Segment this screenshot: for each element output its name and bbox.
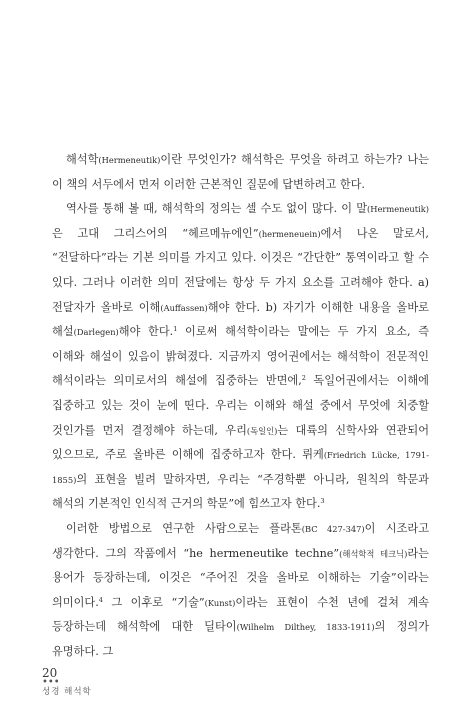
parenthetical-term: (Darlegen) <box>73 327 119 338</box>
text-run: 이로써 해석학이라는 말에는 두 가지 요소, 즉 이해와 해설이 있음이 밝혀졌다. 지금까지 영어권에서는 해석학이 전문적인 해석이라는 의미로서의 해설에 집중하는 반면에, <box>52 325 429 388</box>
text-run: 해석학 <box>66 153 99 166</box>
parenthetical-term: (해석학적 테크닉) <box>339 548 408 559</box>
text-run: 이라는 표현이 수천 년에 걸쳐 계속 등장하는데 해석학에 대한 딜타이 <box>52 595 429 634</box>
footnote-marker: 2 <box>301 374 306 383</box>
text-run: 해야 한다. b) 자기가 이해한 내용을 올바로 해설 <box>52 300 429 339</box>
paragraph-3 <box>52 517 429 665</box>
footnote-marker: 3 <box>320 497 325 506</box>
text-run: 해야 한다. <box>118 325 174 339</box>
footnote-marker: 1 <box>173 325 178 334</box>
text-run: 이 시조라고 생각한다. 그의 작품에서 “he hermeneutike techne” <box>52 521 430 560</box>
footer-ornament: ••• <box>42 677 60 688</box>
running-title: 성경 해석학 <box>42 687 92 697</box>
text-run: 이란 무엇인가? 해석학은 무엇을 하려고 하는가? 나는 이 책의 서두에서 먼저 이러한 근본적인 질문에 답변하려고 한다. <box>52 153 429 191</box>
text-run: 에서 나온 말로서, “전달하다”라는 기본 의미를 가지고 있다. 이것은 “간단한” 통역이라고 할 수 있다. 그러나 이러한 의미 전달에는 항상 두 가지 요소를 고려해야 한다. a) 전달자가 올바로 이해 <box>52 226 429 314</box>
body-text <box>52 148 429 664</box>
paragraph-2 <box>52 197 429 517</box>
text-run: 라는 용어가 등장하는데, 이것은 “주어진 것을 올바로 이해하는 기술”이라는 의미이다. <box>52 546 429 609</box>
text-run: 그 이후로 “기술” <box>102 595 205 609</box>
parenthetical-term: (독일인) <box>246 425 278 436</box>
text-run: 의 표현을 빌려 말하자면, 우리는 “주경학뿐 아니라, 원칙의 학문과 해석의 기본적인 인식적 근거의 학문”에 힘쓰고자 한다. <box>52 472 429 511</box>
text-run: 이러한 방법으로 연구한 사람으로는 플라톤 <box>66 521 302 535</box>
parenthetical-term: (Wilhelm Dilthey, 1833-1911) <box>236 622 375 633</box>
parenthetical-term: (hermeneuein) <box>258 228 321 239</box>
footnote-marker: 4 <box>98 595 103 604</box>
parenthetical-term: (Auffassen) <box>160 302 208 313</box>
text-run: 역사를 통해 볼 때, 해석학의 정의는 셀 수도 없이 많다. 이 말 <box>66 202 368 216</box>
text-run: 의 정의가 유명하다. 그 <box>52 620 429 658</box>
parenthetical-term: (Hermeneutik) <box>367 204 429 215</box>
parenthetical-term: (Hermeneutik) <box>98 155 161 165</box>
text-run: 은 고대 그리스어의 “헤르메뉴에인” <box>52 226 259 240</box>
paragraph-1 <box>52 148 429 197</box>
text-run: 독일어권에서는 이해에 집중하고 있는 것이 눈에 띤다. 우리는 이해와 해설 중에서 무엇에 치중할 것인가를 먼저 결정해야 하는데, 우리 <box>52 374 429 437</box>
parenthetical-term: (BC 427-347) <box>301 523 365 534</box>
text-run: 는 대륙의 신학사와 연관되어 있으므로, 주로 올바른 이해에 집중하고자 한다. 뤼케 <box>52 423 429 462</box>
parenthetical-term: (Kunst) <box>204 597 236 608</box>
page-number: 20 <box>42 666 58 680</box>
parenthetical-term: (Friedrich Lücke, 1791-1855) <box>52 450 429 485</box>
page-footer <box>42 666 92 698</box>
